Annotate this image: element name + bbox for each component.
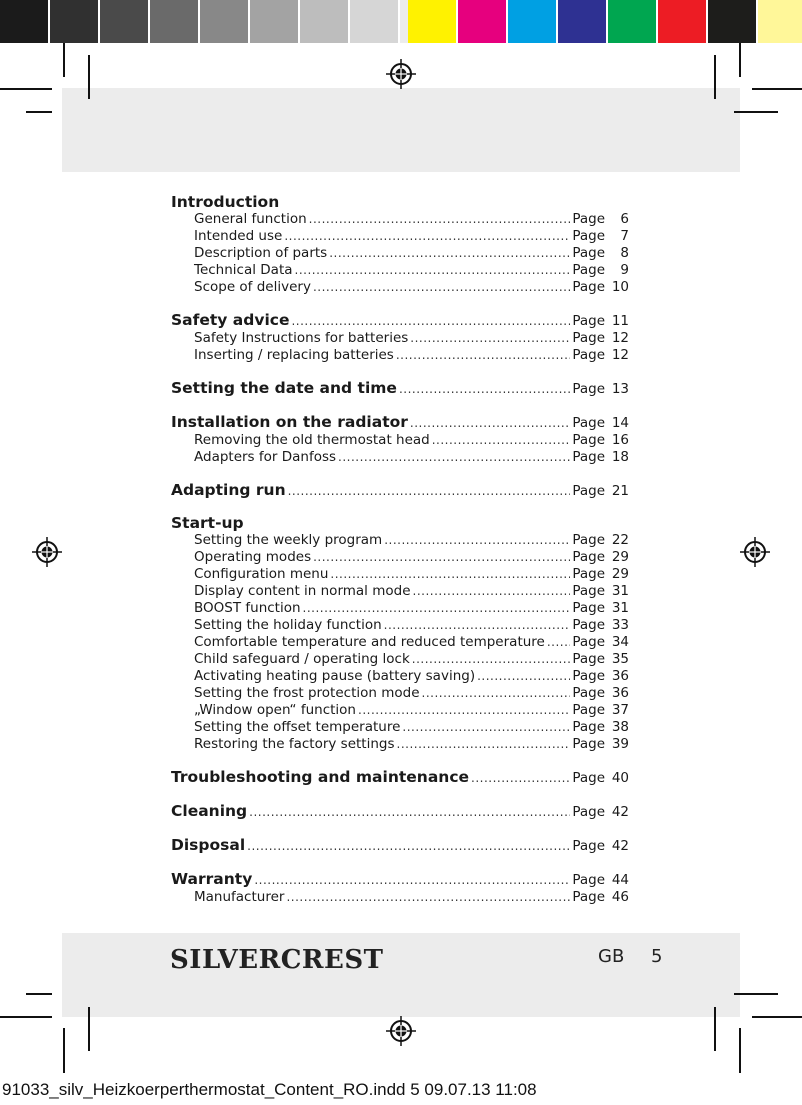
- color-swatch: [558, 0, 608, 43]
- toc-page-number: 34: [611, 634, 629, 650]
- page-label: Page: [572, 532, 605, 548]
- toc-section-heading: [171, 378, 629, 398]
- toc-page-number: 18: [611, 449, 629, 465]
- page-label: Page: [572, 313, 605, 329]
- dot-leader: [547, 634, 570, 651]
- toc-entry: [171, 685, 629, 702]
- toc-page-number: 44: [611, 872, 629, 888]
- page-label: Page: [572, 600, 605, 616]
- table-of-contents: [171, 193, 629, 920]
- dot-leader: [295, 262, 571, 279]
- page-label: Page: [572, 872, 605, 888]
- toc-page-number: 37: [611, 702, 629, 718]
- registration-mark-icon: [740, 537, 770, 567]
- toc-section: [171, 480, 629, 500]
- toc-section: [171, 835, 629, 855]
- toc-page-number: 16: [611, 432, 629, 448]
- color-swatch: [350, 0, 400, 43]
- toc-entry-title: Setting the weekly program: [194, 532, 383, 548]
- toc-entry-title: Setting the frost protection mode: [194, 685, 420, 701]
- dot-leader: [249, 802, 570, 822]
- color-swatch: [150, 0, 200, 43]
- page-label: Page: [572, 211, 605, 227]
- toc-page-number: 39: [611, 736, 629, 752]
- toc-page-number: 36: [611, 685, 629, 701]
- toc-section: [171, 310, 629, 364]
- toc-entry-title: Introduction: [171, 193, 280, 211]
- toc-page-number: 14: [611, 415, 629, 431]
- toc-section-heading: [171, 514, 629, 532]
- toc-entry-title: Scope of delivery: [194, 279, 311, 295]
- toc-page-number: 42: [611, 804, 629, 820]
- toc-entry: [171, 668, 629, 685]
- toc-entry-title: Cleaning: [171, 802, 248, 820]
- registration-mark-icon: [386, 1016, 416, 1046]
- color-swatch: [458, 0, 508, 43]
- toc-entry-title: Technical Data: [194, 262, 293, 278]
- toc-entry-title: Configuration menu: [194, 566, 329, 582]
- toc-entry-title: Removing the old thermostat head: [194, 432, 430, 448]
- dot-leader: [384, 532, 570, 549]
- toc-page-number: 46: [611, 889, 629, 905]
- dot-leader: [313, 279, 570, 296]
- toc-entry: [171, 549, 629, 566]
- toc-section-heading: [171, 835, 629, 855]
- dot-leader: [254, 870, 570, 890]
- toc-page-number: 33: [611, 617, 629, 633]
- toc-entry-title: Child safeguard / operating lock: [194, 651, 410, 667]
- toc-section-heading: [171, 869, 629, 889]
- toc-page-number: 29: [611, 549, 629, 565]
- toc-entry: [171, 889, 629, 906]
- toc-entry-title: Adapting run: [171, 481, 286, 499]
- page-label: Page: [572, 668, 605, 684]
- dot-leader: [396, 347, 570, 364]
- color-swatch: [758, 0, 802, 43]
- dot-leader: [413, 583, 571, 600]
- dot-leader: [330, 566, 570, 583]
- toc-section: [171, 767, 629, 787]
- toc-entry-title: Safety advice: [171, 311, 290, 329]
- color-swatch: [658, 0, 708, 43]
- color-swatch: [250, 0, 300, 43]
- toc-section-heading: [171, 767, 629, 787]
- toc-page-number: 36: [611, 668, 629, 684]
- color-swatch: [408, 0, 458, 43]
- registration-mark-icon: [32, 537, 62, 567]
- toc-entry: [171, 262, 629, 279]
- color-swatch: [100, 0, 150, 43]
- color-swatch: [200, 0, 250, 43]
- toc-section: [171, 869, 629, 906]
- dot-leader: [313, 549, 570, 566]
- page-label: Page: [572, 702, 605, 718]
- toc-entry-title: Adapters for Danfoss: [194, 449, 337, 465]
- toc-page-number: 10: [611, 279, 629, 295]
- toc-section-heading: [171, 310, 629, 330]
- page-label: Page: [572, 736, 605, 752]
- toc-section-heading: [171, 412, 629, 432]
- page-number: 5: [651, 946, 663, 967]
- dot-leader: [303, 600, 571, 617]
- toc-entry: [171, 347, 629, 364]
- toc-entry-title: Warranty: [171, 870, 253, 888]
- toc-page-number: 42: [611, 838, 629, 854]
- page-label: Page: [572, 634, 605, 650]
- dot-leader: [284, 228, 570, 245]
- dot-leader: [422, 685, 571, 702]
- toc-entry: [171, 702, 629, 719]
- page-label: Page: [572, 770, 605, 786]
- registration-mark-icon: [386, 59, 416, 89]
- color-swatch: [508, 0, 558, 43]
- toc-page-number: 8: [620, 245, 629, 261]
- dot-leader: [338, 449, 570, 466]
- toc-page-number: 22: [611, 532, 629, 548]
- toc-page-number: 40: [611, 770, 629, 786]
- language-code: GB: [598, 946, 625, 967]
- toc-entry: [171, 719, 629, 736]
- toc-page-number: 38: [611, 719, 629, 735]
- toc-entry: [171, 245, 629, 262]
- page-label: Page: [572, 651, 605, 667]
- toc-section-heading: [171, 801, 629, 821]
- dot-leader: [384, 617, 571, 634]
- page-label: Page: [572, 347, 605, 363]
- toc-page-number: 12: [611, 347, 629, 363]
- toc-entry-title: Restoring the factory settings: [194, 736, 395, 752]
- toc-entry: [171, 532, 629, 549]
- color-swatch: [608, 0, 658, 43]
- toc-entry-title: Description of parts: [194, 245, 328, 261]
- dot-leader: [410, 413, 570, 433]
- page-label: Page: [572, 279, 605, 295]
- page-label: Page: [572, 449, 605, 465]
- page-label: Page: [572, 228, 605, 244]
- toc-entry: [171, 432, 629, 449]
- dot-leader: [288, 481, 571, 501]
- dot-leader: [410, 330, 570, 347]
- toc-page-number: 12: [611, 330, 629, 346]
- toc-entry: [171, 651, 629, 668]
- page-label: Page: [572, 432, 605, 448]
- page-label: Page: [572, 804, 605, 820]
- dot-leader: [286, 889, 570, 906]
- dot-leader: [471, 768, 570, 788]
- toc-entry-title: Safety Instructions for batteries: [194, 330, 409, 346]
- toc-entry: [171, 228, 629, 245]
- page-label: Page: [572, 245, 605, 261]
- toc-entry-title: Setting the date and time: [171, 379, 397, 397]
- silvercrest-logo: SILVERCREST: [170, 945, 384, 975]
- dot-leader: [247, 836, 570, 856]
- toc-page-number: 21: [611, 483, 629, 499]
- toc-entry: [171, 600, 629, 617]
- dot-leader: [399, 379, 570, 399]
- toc-section: [171, 801, 629, 821]
- toc-entry-title: Troubleshooting and maintenance: [171, 768, 470, 786]
- toc-entry: [171, 279, 629, 296]
- page-label: Page: [572, 889, 605, 905]
- toc-entry: [171, 566, 629, 583]
- toc-entry-title: Disposal: [171, 836, 246, 854]
- toc-entry-title: Inserting / replacing batteries: [194, 347, 394, 363]
- toc-entry-title: Start-up: [171, 514, 244, 532]
- toc-entry-title: Display content in normal mode: [194, 583, 411, 599]
- toc-entry: [171, 736, 629, 753]
- toc-page-number: 11: [611, 313, 629, 329]
- toc-entry-title: Activating heating pause (battery saving): [194, 668, 476, 684]
- toc-entry: [171, 211, 629, 228]
- dot-leader: [309, 211, 571, 228]
- toc-entry-title: General function: [194, 211, 307, 227]
- toc-entry-title: Setting the offset temperature: [194, 719, 401, 735]
- toc-page-number: 6: [620, 211, 629, 227]
- footer-band: [62, 933, 740, 1017]
- toc-entry: [171, 449, 629, 466]
- toc-section-heading: [171, 193, 629, 211]
- toc-section-heading: [171, 480, 629, 500]
- toc-page-number: 13: [611, 381, 629, 397]
- toc-page-number: 29: [611, 566, 629, 582]
- toc-entry-title: Comfortable temperature and reduced temperature: [194, 634, 545, 650]
- page-label: Page: [572, 381, 605, 397]
- page-label: Page: [572, 685, 605, 701]
- page-label: Page: [572, 415, 605, 431]
- color-swatch: [708, 0, 758, 43]
- print-slug-line: 91033_silv_Heizkoerperthermostat_Content_RO.indd 5 09.07.13 11:08: [2, 1080, 537, 1099]
- color-swatch: [0, 0, 50, 43]
- dot-leader: [358, 702, 570, 719]
- page-label: Page: [572, 330, 605, 346]
- toc-entry-title: „Window open“ function: [194, 702, 356, 718]
- toc-entry: [171, 617, 629, 634]
- dot-leader: [397, 736, 571, 753]
- dot-leader: [412, 651, 571, 668]
- toc-entry-title: Operating modes: [194, 549, 312, 565]
- toc-section: [171, 412, 629, 466]
- page-label: Page: [572, 566, 605, 582]
- toc-entry-title: Manufacturer: [194, 889, 285, 905]
- toc-entry: [171, 330, 629, 347]
- page-label: Page: [572, 483, 605, 499]
- page-label: Page: [572, 617, 605, 633]
- toc-entry-title: BOOST function: [194, 600, 301, 616]
- toc-section: [171, 514, 629, 753]
- color-swatch: [50, 0, 100, 43]
- page-label: Page: [572, 549, 605, 565]
- dot-leader: [432, 432, 571, 449]
- page-label: Page: [572, 838, 605, 854]
- toc-page-number: 7: [620, 228, 629, 244]
- toc-entry-title: Installation on the radiator: [171, 413, 408, 431]
- toc-page-number: 31: [611, 600, 629, 616]
- toc-entry: [171, 583, 629, 600]
- page-label: Page: [572, 583, 605, 599]
- toc-section: [171, 378, 629, 398]
- dot-leader: [477, 668, 570, 685]
- dot-leader: [329, 245, 570, 262]
- dot-leader: [291, 311, 570, 331]
- dot-leader: [402, 719, 570, 736]
- header-band: [62, 88, 740, 172]
- toc-entry: [171, 634, 629, 651]
- toc-page-number: 9: [620, 262, 629, 278]
- color-calibration-strip: [408, 0, 802, 43]
- toc-entry-title: Setting the holiday function: [194, 617, 382, 633]
- color-swatch: [300, 0, 350, 43]
- toc-page-number: 35: [611, 651, 629, 667]
- page-label: Page: [572, 262, 605, 278]
- toc-section: [171, 193, 629, 296]
- toc-entry-title: Intended use: [194, 228, 283, 244]
- page-label: Page: [572, 719, 605, 735]
- toc-page-number: 31: [611, 583, 629, 599]
